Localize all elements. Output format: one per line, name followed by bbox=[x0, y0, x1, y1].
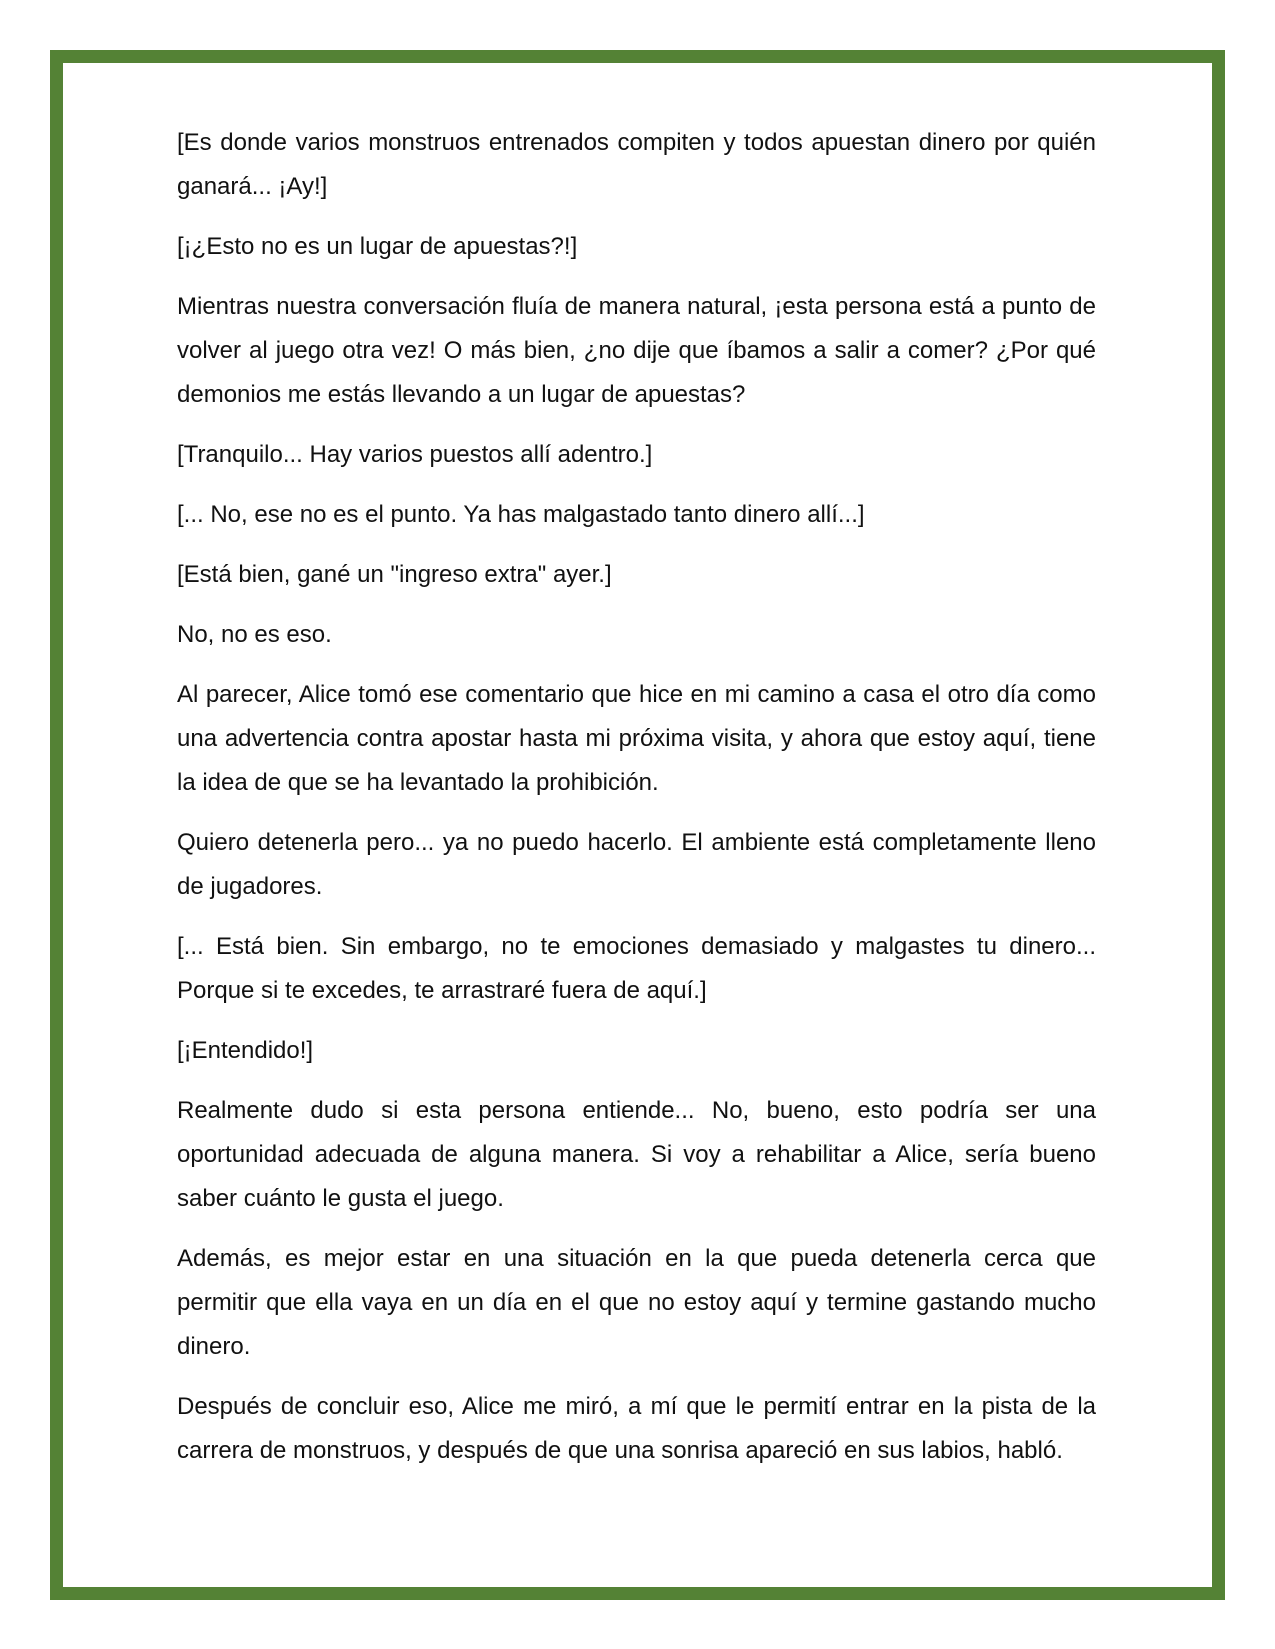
paragraph-9: Quiero detenerla pero... ya no puedo hacerlo. El ambiente está completamente lleno de jugadores. bbox=[177, 829, 1096, 900]
paragraph-4: [Tranquilo... Hay varios puestos allí adentro.] bbox=[177, 441, 653, 468]
paragraph-1: [Es donde varios monstruos entrenados compiten y todos apuestan dinero por quién ganará... ¡Ay!] bbox=[177, 129, 1096, 200]
paragraph-12: Realmente dudo si esta persona entiende... No, bueno, esto podría ser una oportunidad adecuada de alguna manera. Si voy a rehabilitar a Alice, sería bueno saber cuánto le gusta el juego. bbox=[177, 1097, 1096, 1212]
paragraph-14: Después de concluir eso, Alice me miró, a mí que le permití entrar en la pista de la carrera de monstruos, y después de que una sonrisa apareció en sus labios, habló. bbox=[177, 1393, 1096, 1464]
paragraph-7: No, no es eso. bbox=[177, 621, 332, 648]
paragraph-2: [¡¿Esto no es un lugar de apuestas?!] bbox=[177, 233, 578, 260]
paragraph-11: [¡Entendido!] bbox=[177, 1037, 314, 1064]
paragraph-13: Además, es mejor estar en una situación en la que pueda detenerla cerca que permitir que ella vaya en un día en el que no estoy aquí y termine gastando mucho dinero. bbox=[177, 1245, 1096, 1360]
paragraph-10: [... Está bien. Sin embargo, no te emociones demasiado y malgastes tu dinero... Porque si te excedes, te arrastraré fuera de aquí.] bbox=[177, 933, 1096, 1004]
paragraph-8: Al parecer, Alice tomó ese comentario que hice en mi camino a casa el otro día como una advertencia contra apostar hasta mi próxima visita, y ahora que estoy aquí, tiene la idea de que se ha levantado la prohibición. bbox=[177, 681, 1096, 796]
paragraph-5: [... No, ese no es el punto. Ya has malgastado tanto dinero allí...] bbox=[177, 501, 865, 528]
document-body bbox=[177, 121, 1096, 1489]
paragraph-3: Mientras nuestra conversación fluía de manera natural, ¡esta persona está a punto de volver al juego otra vez! O más bien, ¿no dije que íbamos a salir a comer? ¿Por qué demonios me estás llevando a un lugar de apuestas? bbox=[177, 293, 1096, 408]
paragraph-6: [Está bien, gané un "ingreso extra" ayer.] bbox=[177, 561, 612, 588]
